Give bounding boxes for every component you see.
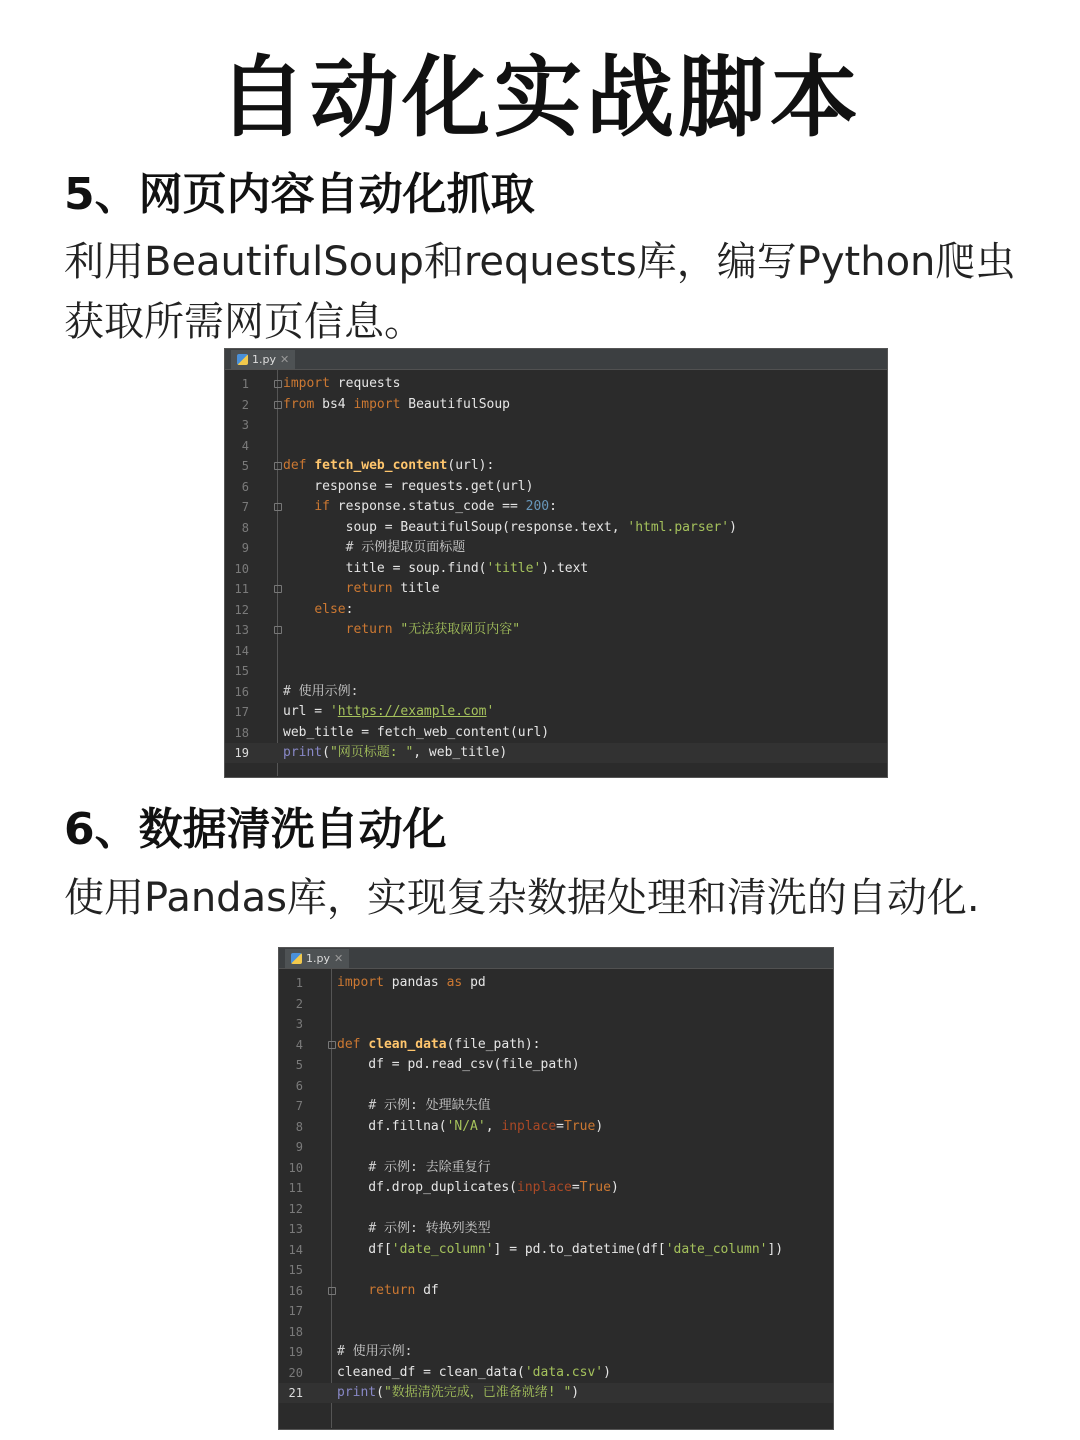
line-number: 16 <box>288 1283 303 1298</box>
line-number: 9 <box>241 541 249 555</box>
line-number: 16 <box>234 684 249 699</box>
code-line[interactable] <box>279 1014 833 1034</box>
line-number: 15 <box>288 1263 303 1277</box>
code-line[interactable] <box>225 641 887 661</box>
code-line[interactable] <box>225 600 887 620</box>
line-number: 10 <box>234 561 249 576</box>
code-text: # 示例: 处理缺失值 <box>368 1098 491 1113</box>
code-line[interactable] <box>279 1322 833 1342</box>
code-text: import pandas as pd <box>337 975 486 990</box>
code-line[interactable] <box>225 661 887 681</box>
page-title: 自动化实战脚本 <box>217 46 862 149</box>
line-number: 13 <box>234 623 249 637</box>
fold-marker-icon[interactable] <box>274 585 282 593</box>
line-number: 8 <box>241 520 249 535</box>
code-line[interactable] <box>225 497 887 517</box>
code-line[interactable] <box>279 1158 833 1178</box>
fold-marker-icon[interactable] <box>274 462 282 470</box>
line-number: 1 <box>295 976 303 990</box>
code-text: title = soup.find('title').text <box>283 560 589 576</box>
line-number: 4 <box>241 438 249 453</box>
code-text: from bs4 import BeautifulSoup <box>283 396 510 412</box>
code-text: df = pd.read_csv(file_path) <box>337 1057 580 1072</box>
close-tab-icon[interactable]: ✕ <box>334 952 344 965</box>
code-line[interactable] <box>279 1096 833 1116</box>
section-5-heading: 5、网页内容自动化抓取 <box>64 169 535 220</box>
code-text: url = 'https://example.com' <box>283 704 495 719</box>
code-text: web_title = fetch_web_content(url) <box>283 724 550 740</box>
code-line[interactable] <box>279 1260 833 1280</box>
section-6-description <box>64 868 1044 928</box>
code-text: return df <box>368 1282 439 1298</box>
code-line[interactable] <box>225 374 887 394</box>
editor-tab-bar <box>225 349 887 370</box>
fold-marker-icon[interactable] <box>274 401 282 409</box>
editor-body[interactable] <box>279 969 833 1428</box>
code-text: print("网页标题: ", web_title) <box>283 745 508 760</box>
fold-marker-icon[interactable] <box>328 1041 336 1049</box>
code-text: df['date_column'] = pd.to_datetime(df['date_column']) <box>337 1241 784 1257</box>
line-number: 3 <box>241 418 249 432</box>
python-file-icon <box>237 354 248 365</box>
line-number: 19 <box>288 1345 303 1359</box>
section-6-desc-line1: 使用Pandas库，实现复杂数据处理和清洗的自动化. <box>64 875 980 921</box>
code-line[interactable] <box>225 436 887 456</box>
file-tab[interactable] <box>285 949 349 968</box>
code-line[interactable] <box>225 682 887 702</box>
code-line[interactable] <box>225 723 887 743</box>
line-number: 9 <box>295 1140 303 1154</box>
file-tab-label: 1.py <box>252 353 276 366</box>
line-number: 4 <box>295 1037 303 1052</box>
code-text: cleaned_df = clean_data('data.csv') <box>337 1364 611 1380</box>
line-number: 13 <box>288 1222 303 1236</box>
line-number: 19 <box>234 746 249 760</box>
code-text: # 示例提取页面标题 <box>345 540 466 555</box>
line-number: 12 <box>288 1201 303 1216</box>
close-tab-icon[interactable]: ✕ <box>280 353 290 366</box>
code-line[interactable] <box>279 1219 833 1239</box>
code-text: return title <box>345 581 440 596</box>
code-text: # 示例: 去除重复行 <box>368 1159 491 1175</box>
section-5-desc-line1: 利用BeautifulSoup和requests库，编写Python爬虫 <box>64 239 1016 285</box>
section-6-heading: 6、数据清洗自动化 <box>64 804 447 855</box>
editor-body[interactable] <box>225 370 887 776</box>
code-line[interactable] <box>225 415 887 435</box>
code-line[interactable] <box>225 620 887 640</box>
code-text: print("数据清洗完成，已准备就绪! ") <box>337 1385 580 1400</box>
code-text: def clean_data(file_path): <box>337 1036 541 1052</box>
code-line[interactable] <box>225 579 887 599</box>
line-number: 17 <box>288 1304 303 1318</box>
line-number: 17 <box>234 705 249 719</box>
code-text: # 示例: 转换列类型 <box>368 1221 491 1236</box>
line-number: 2 <box>295 996 303 1011</box>
code-line[interactable] <box>279 1363 833 1383</box>
section-5-description <box>64 232 1024 352</box>
code-text: # 使用示例: <box>283 683 359 699</box>
section-5-desc-line2: 获取所需网页信息。 <box>64 299 424 345</box>
code-line[interactable] <box>279 1342 833 1362</box>
line-number: 12 <box>234 602 249 617</box>
code-line[interactable] <box>225 395 887 415</box>
code-text: soup = BeautifulSoup(response.text, 'html.parser') <box>283 519 737 535</box>
code-text: return "无法获取网页内容" <box>345 622 521 637</box>
code-line[interactable] <box>225 743 887 763</box>
code-line[interactable] <box>225 538 887 558</box>
code-editor-2 <box>278 947 834 1430</box>
line-number: 2 <box>241 397 249 412</box>
line-number: 6 <box>241 479 249 494</box>
code-text: def fetch_web_content(url): <box>283 458 495 473</box>
line-number: 18 <box>288 1324 303 1339</box>
code-text: df.drop_duplicates(inplace=True) <box>337 1180 619 1195</box>
line-number: 3 <box>295 1017 303 1031</box>
code-line[interactable] <box>279 1035 833 1055</box>
code-line[interactable] <box>279 1383 833 1403</box>
code-line[interactable] <box>279 994 833 1014</box>
code-line[interactable] <box>279 1137 833 1157</box>
line-number: 11 <box>234 582 249 596</box>
line-number: 7 <box>241 500 249 514</box>
code-line[interactable] <box>225 518 887 538</box>
code-line[interactable] <box>279 1281 833 1301</box>
fold-marker-icon[interactable] <box>274 626 282 634</box>
code-line[interactable] <box>225 702 887 722</box>
line-number: 8 <box>295 1119 303 1134</box>
code-text: response = requests.get(url) <box>283 478 534 494</box>
line-number: 21 <box>288 1386 303 1400</box>
line-number: 11 <box>288 1181 303 1195</box>
line-number: 20 <box>288 1365 303 1380</box>
line-number: 7 <box>295 1099 303 1113</box>
code-text: # 使用示例: <box>337 1344 413 1359</box>
code-line[interactable] <box>225 559 887 579</box>
fold-marker-icon[interactable] <box>274 380 282 388</box>
line-number: 1 <box>241 377 249 391</box>
code-line[interactable] <box>279 1301 833 1321</box>
line-number: 5 <box>295 1058 303 1072</box>
code-line[interactable] <box>279 1055 833 1075</box>
line-number: 14 <box>234 643 249 658</box>
file-tab-label: 1.py <box>306 952 330 965</box>
file-tab[interactable] <box>231 350 295 369</box>
code-line[interactable] <box>279 1117 833 1137</box>
line-number: 18 <box>234 725 249 740</box>
code-text: df.fillna('N/A', inplace=True) <box>337 1118 604 1134</box>
line-number: 14 <box>288 1242 303 1257</box>
code-text: if response.status_code == 200: <box>314 499 557 514</box>
code-line[interactable] <box>279 1178 833 1198</box>
code-line[interactable] <box>279 973 833 993</box>
line-number: 10 <box>288 1160 303 1175</box>
python-file-icon <box>291 953 302 964</box>
line-number: 15 <box>234 664 249 678</box>
code-line[interactable] <box>225 477 887 497</box>
code-line[interactable] <box>279 1076 833 1096</box>
fold-marker-icon[interactable] <box>328 1287 336 1295</box>
code-line[interactable] <box>225 456 887 476</box>
editor-tab-bar <box>279 948 833 969</box>
code-editor-1 <box>224 348 888 778</box>
code-text: else: <box>314 601 354 617</box>
fold-marker-icon[interactable] <box>274 503 282 511</box>
line-number: 5 <box>241 459 249 473</box>
code-text: import requests <box>283 376 401 391</box>
code-line[interactable] <box>279 1199 833 1219</box>
line-number: 6 <box>295 1078 303 1093</box>
code-line[interactable] <box>279 1240 833 1260</box>
